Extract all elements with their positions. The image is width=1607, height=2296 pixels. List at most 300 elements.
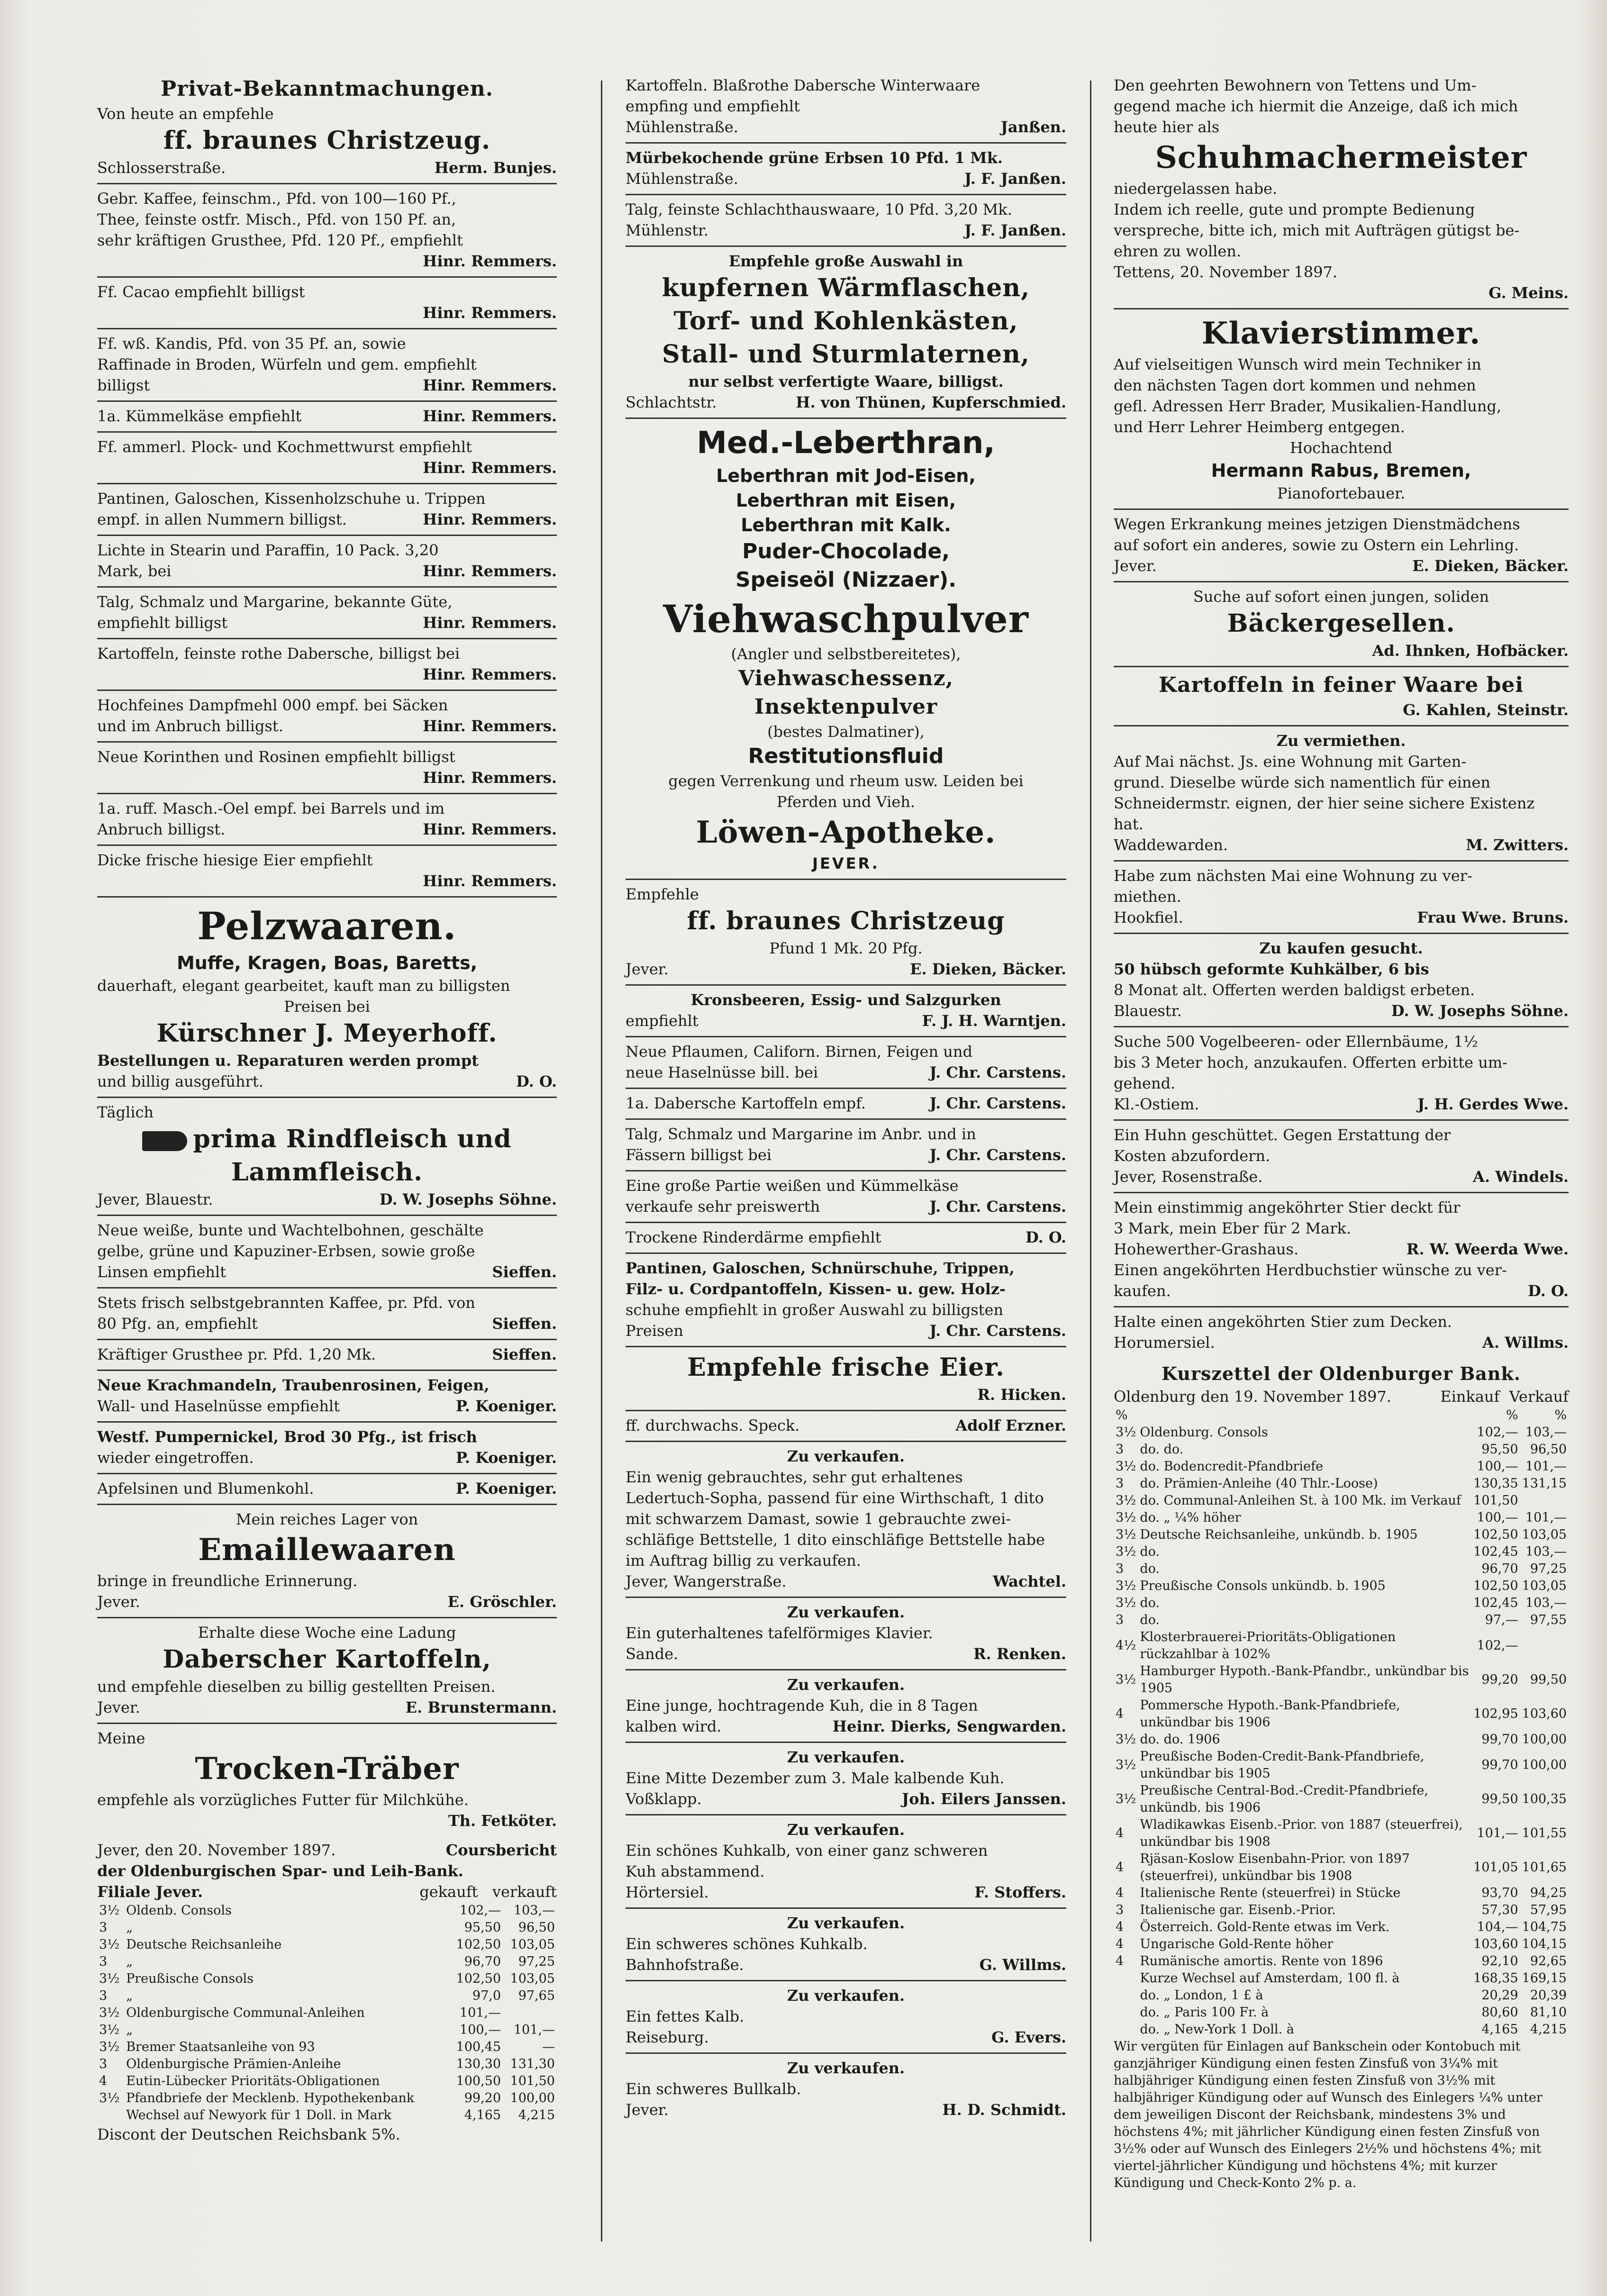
bank-subheading: der Oldenburgischen Spar- und Leih-Bank. bbox=[97, 1862, 463, 1880]
ad-text: Gebr. Kaffee, feinschm., Pfd. von 100—160 Pf., bbox=[97, 190, 456, 208]
ad-text: Indem ich reelle, gute und prompte Bedienung bbox=[1114, 200, 1475, 218]
ad-signature: Hinr. Remmers. bbox=[423, 665, 557, 683]
rate-row bbox=[97, 1919, 557, 1936]
ad-signature-row bbox=[1114, 907, 1569, 928]
sell-rate: 100,35 bbox=[1522, 1792, 1567, 1806]
rate-row bbox=[1114, 1578, 1569, 1595]
ad-line bbox=[97, 75, 557, 103]
ad-line bbox=[626, 812, 1066, 853]
buy-rate: 102,50 bbox=[1473, 1579, 1518, 1593]
advertisement bbox=[1114, 1307, 1569, 1358]
ad-line bbox=[626, 338, 1066, 371]
security-name: do. „ ¼% höher bbox=[1140, 1510, 1241, 1525]
ad-signature-row bbox=[626, 959, 1066, 980]
ad-location: Schlachtstr. bbox=[626, 393, 717, 411]
ad-signature: E. Gröschler. bbox=[447, 1593, 557, 1611]
ad-location: Anbruch billigst. bbox=[97, 820, 226, 838]
ad-signature-row bbox=[1114, 1280, 1569, 1301]
ad-location: kaufen. bbox=[1114, 1282, 1171, 1300]
ad-line bbox=[626, 884, 1066, 905]
ad-signature: J. F. Janßen. bbox=[964, 221, 1066, 239]
ad-signature: E. Dieken, Bäcker. bbox=[910, 960, 1066, 978]
rate-percent: 3½ bbox=[1116, 1672, 1136, 1687]
rate-row bbox=[1114, 1492, 1569, 1509]
buy-rate: 103,60 bbox=[1473, 1937, 1518, 1951]
advertisement bbox=[626, 880, 1066, 986]
ad-line bbox=[1114, 117, 1569, 137]
advertisement bbox=[1114, 309, 1569, 510]
security-name: Klosterbrauerei-Prioritäts-Obligationen rückzahlbar à 102% bbox=[1140, 1630, 1396, 1661]
advertisement bbox=[97, 691, 557, 743]
ad-line bbox=[97, 1749, 557, 1789]
ad-signature: Hinr. Remmers. bbox=[423, 820, 557, 838]
ad-signature-row bbox=[626, 1643, 1066, 1664]
rate-percent: 4 bbox=[1116, 1860, 1124, 1875]
buy-rate: 102,50 bbox=[456, 1971, 501, 1986]
ad-signature-row bbox=[1114, 1166, 1569, 1187]
ad-location: neue Haselnüsse bill. bei bbox=[626, 1063, 818, 1081]
ad-line bbox=[97, 1050, 557, 1071]
ad-text: Klavierstimmer. bbox=[1201, 316, 1481, 351]
ad-signature: Hinr. Remmers. bbox=[423, 614, 557, 632]
ad-signature: Ad. Ihnken, Hofbäcker. bbox=[1372, 642, 1569, 660]
buy-rate: 4,165 bbox=[464, 2108, 501, 2123]
ad-location: Bahnhofstraße. bbox=[626, 1956, 744, 1974]
ad-text: bringe in freundliche Erinnerung. bbox=[97, 1572, 358, 1590]
ad-line bbox=[1114, 586, 1569, 607]
ad-location: Mark, bei bbox=[97, 562, 172, 580]
ad-text: Thee, feinste ostfr. Misch., Pfd. von 150 Pf. an, bbox=[97, 210, 456, 228]
ad-text: nur selbst verfertigte Waare, billigst. bbox=[688, 372, 1004, 390]
ad-signature-row bbox=[97, 1697, 557, 1718]
rate-row bbox=[97, 2005, 557, 2022]
sell-rate bbox=[1520, 1629, 1569, 1663]
advertisement bbox=[1114, 726, 1569, 862]
rate-row bbox=[97, 2090, 557, 2107]
ad-location: Jever. bbox=[97, 1593, 140, 1611]
ad-location: empf. in allen Nummern billigst. bbox=[97, 510, 347, 528]
ad-line bbox=[97, 643, 557, 664]
ad-location: empfiehlt bbox=[626, 1012, 699, 1030]
ad-line bbox=[1114, 1145, 1569, 1166]
ad-signature-row bbox=[626, 1954, 1066, 1975]
buy-rate: 102,— bbox=[1477, 1638, 1518, 1653]
ad-line bbox=[626, 1529, 1066, 1550]
ad-line bbox=[97, 1789, 557, 1810]
ad-line bbox=[97, 996, 557, 1017]
rate-row bbox=[1114, 1475, 1569, 1492]
advertisement bbox=[1114, 71, 1569, 309]
ad-text: Ein guterhaltenes tafelförmiges Klavier. bbox=[626, 1624, 933, 1642]
buy-rate: 57,30 bbox=[1481, 1903, 1518, 1917]
security-name: Österreich. Gold-Rente etwas im Verk. bbox=[1140, 1920, 1390, 1934]
buy-rate: 99,20 bbox=[1481, 1672, 1518, 1687]
buy-rate: 102,50 bbox=[456, 1937, 501, 1952]
ad-line bbox=[626, 1351, 1066, 1384]
sell-rate: 57,95 bbox=[1530, 1903, 1567, 1917]
rate-percent: 3½ bbox=[1116, 1527, 1136, 1542]
ad-text: schuhe empfiehlt in großer Auswahl zu billigsten bbox=[626, 1301, 1004, 1319]
ad-location: Voßklapp. bbox=[626, 1790, 702, 1808]
ad-signature-row bbox=[626, 392, 1066, 413]
ad-line bbox=[626, 1258, 1066, 1279]
rate-row bbox=[1114, 1885, 1569, 1902]
security-name: do. „ Paris 100 Fr. à bbox=[1140, 2005, 1269, 2020]
ad-line bbox=[626, 2006, 1066, 2027]
ad-text: sehr kräftigen Grusthee, Pfd. 120 Pf., empfiehlt bbox=[97, 231, 463, 249]
advertisement bbox=[97, 639, 557, 691]
ad-signature: J. H. Gerdes Wwe. bbox=[1417, 1095, 1569, 1113]
advertisement bbox=[97, 1371, 557, 1423]
buy-rate: 104,— bbox=[1477, 1920, 1518, 1934]
ad-text: im Auftrag billig zu verkaufen. bbox=[626, 1552, 861, 1570]
ad-location: wieder eingetroffen. bbox=[97, 1449, 254, 1467]
sell-rate: 97,25 bbox=[1530, 1561, 1567, 1576]
ad-location: empfiehlt billigst bbox=[97, 614, 228, 632]
ad-location: Jever. bbox=[626, 2101, 669, 2119]
ad-location: Blauestr. bbox=[1114, 1002, 1182, 1020]
ad-text: Privat-Bekanntmachungen. bbox=[160, 77, 494, 101]
security-name: do. „ New-York 1 Doll. à bbox=[1140, 2022, 1294, 2037]
buy-rate: 99,50 bbox=[1481, 1792, 1518, 1806]
ad-line bbox=[626, 664, 1066, 693]
ad-line bbox=[1114, 1218, 1569, 1239]
ad-line bbox=[626, 2058, 1066, 2078]
ad-line bbox=[626, 905, 1066, 938]
ad-text: Kosten abzufordern. bbox=[1114, 1147, 1271, 1165]
ad-signature: J. Chr. Carstens. bbox=[929, 1094, 1066, 1112]
rate-percent: 3 bbox=[99, 2057, 108, 2071]
ad-signature-row bbox=[626, 117, 1066, 137]
ad-signature: Hinr. Remmers. bbox=[423, 717, 557, 735]
ad-text: Lammfleisch. bbox=[231, 1158, 423, 1187]
rate-row bbox=[1114, 1851, 1569, 1885]
ad-signature-row bbox=[626, 1571, 1066, 1592]
ad-text: den nächsten Tagen dort kommen und nehmen bbox=[1114, 376, 1476, 394]
security-name: Deutsche Reichsanleihe bbox=[126, 1937, 282, 1952]
rate-percent: 3½ bbox=[99, 2023, 120, 2037]
sell-rate: 101,55 bbox=[1522, 1826, 1567, 1841]
ad-location: Mühlenstraße. bbox=[626, 118, 738, 136]
ad-line bbox=[626, 1623, 1066, 1643]
ad-line bbox=[626, 1467, 1066, 1488]
sell-rate: 92,65 bbox=[1530, 1954, 1567, 1969]
ad-signature: M. Zwitters. bbox=[1466, 836, 1569, 854]
advertisement bbox=[626, 1743, 1066, 1815]
rate-percent: 4 bbox=[1116, 1954, 1124, 1969]
sell-rate: 100,00 bbox=[1522, 1758, 1567, 1772]
ad-text: Raffinade in Broden, Würfeln und gem. empfiehlt bbox=[97, 355, 477, 373]
rate-row bbox=[1114, 1441, 1569, 1458]
advertisement bbox=[626, 1909, 1066, 1981]
kurs-title: Kurszettel der Oldenburger Bank. bbox=[1162, 1363, 1521, 1384]
buy-rate: 130,30 bbox=[456, 2057, 501, 2071]
rate-row bbox=[1114, 1526, 1569, 1543]
ad-text: Empfehle frische Eier. bbox=[687, 1353, 1005, 1382]
ad-signature: D. O. bbox=[1025, 1228, 1066, 1246]
ad-text: Wegen Erkrankung meines jetzigen Dienstmädchens bbox=[1114, 515, 1520, 533]
rate-percent: 4 bbox=[1116, 1826, 1124, 1841]
rate-percent: 4 bbox=[1116, 1886, 1124, 1900]
ad-line bbox=[1114, 1125, 1569, 1145]
ad-signature-row bbox=[626, 168, 1066, 189]
ad-line bbox=[626, 272, 1066, 305]
ad-line bbox=[1114, 886, 1569, 907]
ad-signature-row bbox=[97, 612, 557, 633]
ad-line bbox=[97, 230, 557, 251]
ad-signature: P. Koeniger. bbox=[455, 1479, 557, 1497]
buy-rate: 96,70 bbox=[1481, 1561, 1518, 1576]
ad-text: Neue Krachmandeln, Traubenrosinen, Feigen, bbox=[97, 1376, 490, 1394]
ad-location: Linsen empfiehlt bbox=[97, 1263, 226, 1281]
security-name: „ bbox=[126, 1954, 133, 1969]
advertisement bbox=[626, 1089, 1066, 1120]
ad-line bbox=[1114, 220, 1569, 241]
ad-line bbox=[1114, 96, 1569, 117]
ad-location: Jever, Rosenstraße. bbox=[1114, 1168, 1263, 1186]
ad-text: 50 hübsch geformte Kuhkälber, 6 bis bbox=[1114, 960, 1429, 978]
ad-line bbox=[626, 199, 1066, 220]
ad-signature-row bbox=[626, 2027, 1066, 2048]
rate-percent bbox=[1114, 2021, 1138, 2038]
sell-rate: 104,15 bbox=[1522, 1937, 1567, 1951]
ad-line bbox=[626, 147, 1066, 168]
ad-text: Mein reiches Lager von bbox=[236, 1510, 418, 1528]
ad-line bbox=[626, 1840, 1066, 1861]
ad-line bbox=[626, 1175, 1066, 1196]
buy-rate: 101,— bbox=[1477, 1826, 1518, 1841]
ad-location: 1a. Kümmelkäse empfiehlt bbox=[97, 407, 302, 425]
advertisement bbox=[97, 1098, 557, 1216]
rate-row bbox=[97, 2073, 557, 2090]
rate-percent: 4 bbox=[99, 2074, 108, 2088]
ad-line bbox=[626, 513, 1066, 537]
buy-rate: 97,0 bbox=[472, 1988, 501, 2003]
ad-text: ff. braunes Christzeug bbox=[687, 907, 1005, 935]
ad-text: bis 3 Meter hoch, anzukaufen. Offerten erbitte um- bbox=[1114, 1053, 1507, 1071]
security-name: Rjäsan-Koslow Eisenbahn-Prior. von 1897 (steuerfrei), unkündbar bis 1908 bbox=[1140, 1851, 1410, 1883]
security-name: do. bbox=[1140, 1544, 1160, 1559]
ad-signature: R. Renken. bbox=[973, 1645, 1066, 1663]
ad-text: empfehle als vorzügliches Futter für Milchkühe. bbox=[97, 1791, 469, 1809]
advertisement bbox=[1114, 510, 1569, 582]
rate-row bbox=[1114, 1953, 1569, 1970]
rate-row bbox=[97, 2107, 557, 2124]
buy-rate: 101,— bbox=[459, 2006, 501, 2020]
ad-text: dauerhaft, elegant gearbeitet, kauft man zu billigsten bbox=[97, 977, 510, 995]
ad-line bbox=[1114, 730, 1569, 751]
ad-text: Auf vielseitigen Wunsch wird mein Techniker in bbox=[1114, 355, 1481, 373]
ad-signature: G. Meins. bbox=[1489, 284, 1569, 302]
ad-location: Reiseburg. bbox=[626, 2028, 709, 2046]
ad-signature: Heinr. Dierks, Sengwarden. bbox=[832, 1717, 1066, 1735]
ad-signature-row bbox=[97, 157, 557, 178]
ad-line bbox=[626, 1602, 1066, 1623]
sell-rate bbox=[503, 2005, 557, 2022]
ads-list-right bbox=[1114, 71, 1569, 1358]
ad-text: Eine junge, hochtragende Kuh, die in 8 Tagen bbox=[626, 1697, 978, 1715]
ads-list-middle bbox=[626, 71, 1066, 2125]
ad-text: Ein wenig gebrauchtes, sehr gut erhaltenes bbox=[626, 1468, 963, 1486]
ad-text: Kartoffeln. Blaßrothe Dabersche Winterwaare bbox=[626, 76, 981, 94]
advertisement bbox=[97, 1289, 557, 1340]
ad-location: Trockene Rinderdärme empfiehlt bbox=[626, 1228, 881, 1246]
ad-signature: J. F. Janßen. bbox=[964, 170, 1066, 188]
ad-location: kalben wird. bbox=[626, 1717, 722, 1735]
ad-location: Schlosserstraße. bbox=[97, 159, 226, 177]
ad-text: gegend mache ich hiermit die Anzeige, daß ich mich bbox=[1114, 97, 1518, 115]
security-name: Wechsel auf Newyork für 1 Doll. in Mark bbox=[126, 2108, 391, 2123]
sell-rate: 103,05 bbox=[510, 1937, 555, 1952]
ad-line bbox=[97, 1509, 557, 1530]
sell-rate: 96,50 bbox=[518, 1920, 555, 1935]
ad-signature-row bbox=[626, 1882, 1066, 1903]
rate-row bbox=[97, 1953, 557, 1970]
sell-rate: 100,00 bbox=[1522, 1732, 1567, 1747]
rate-percent: 3 bbox=[1116, 1476, 1124, 1491]
ad-line bbox=[1114, 514, 1569, 535]
ad-signature-row bbox=[626, 1227, 1066, 1248]
ad-text: Speiseöl (Nizzaer). bbox=[735, 568, 957, 592]
coursbericht-spar-leih-bank bbox=[97, 1836, 557, 2150]
ad-text: mit schwarzem Damast, sowie 1 gebrauchte zwei- bbox=[626, 1510, 1011, 1528]
ad-line bbox=[626, 463, 1066, 488]
rate-row bbox=[1114, 1816, 1569, 1851]
rate-percent bbox=[1114, 1970, 1138, 1987]
ad-line bbox=[626, 1861, 1066, 1882]
ad-location: und im Anbruch billigst. bbox=[97, 717, 283, 735]
ad-text: Viehwaschpulver bbox=[663, 597, 1029, 641]
security-name: Eutin-Lübecker Prioritäts-Obligationen bbox=[126, 2074, 380, 2088]
ad-signature-row bbox=[1114, 699, 1569, 720]
ad-location: Kl.-Ostiem. bbox=[1114, 1095, 1199, 1113]
ad-signature-row bbox=[626, 1010, 1066, 1031]
security-name: Hamburger Hypoth.-Bank-Pfandbr., unkündbar bis 1905 bbox=[1140, 1664, 1469, 1696]
ad-line bbox=[626, 1985, 1066, 2006]
ad-signature-row bbox=[97, 457, 557, 478]
advertisement bbox=[626, 247, 1066, 419]
ad-text: Ein Huhn geschüttet. Gegen Erstattung der bbox=[1114, 1126, 1451, 1144]
ad-line bbox=[97, 591, 557, 612]
ad-signature-row bbox=[97, 819, 557, 840]
ad-signature: Hinr. Remmers. bbox=[423, 769, 557, 787]
ad-line bbox=[626, 1041, 1066, 1062]
ad-line bbox=[97, 1622, 557, 1643]
rate-percent: 3½ bbox=[1116, 1732, 1136, 1747]
ad-signature-row bbox=[97, 1344, 557, 1365]
column-rule-left bbox=[601, 81, 602, 2242]
ad-text: Lichte in Stearin und Paraffin, 10 Pack. 3,20 bbox=[97, 541, 439, 559]
security-name: Pfandbriefe der Mecklenb. Hypothekenbank bbox=[126, 2091, 415, 2105]
bank-branch: Filiale Jever. bbox=[97, 1883, 203, 1901]
advertisement bbox=[626, 1815, 1066, 1909]
buy-rate: 102,95 bbox=[1473, 1706, 1518, 1721]
ad-signature-row bbox=[97, 1810, 557, 1831]
advertisement bbox=[1114, 862, 1569, 934]
buy-rate: 93,70 bbox=[1481, 1886, 1518, 1900]
ad-signature-row bbox=[97, 1071, 557, 1092]
ad-signature-row bbox=[626, 1384, 1066, 1405]
ad-line bbox=[97, 901, 557, 951]
ad-text: Emaillewaaren bbox=[198, 1532, 456, 1568]
ad-text: Viehwaschessenz, bbox=[738, 666, 953, 690]
ad-signature-row bbox=[626, 2099, 1066, 2120]
ad-line bbox=[97, 188, 557, 209]
advertisement bbox=[97, 1423, 557, 1474]
security-name: do. bbox=[1140, 1596, 1160, 1610]
ad-text: miethen. bbox=[1114, 888, 1181, 906]
ad-location: 1a. Dabersche Kartoffeln empf. bbox=[626, 1094, 866, 1112]
ad-line bbox=[97, 695, 557, 716]
advertisement bbox=[1114, 934, 1569, 1027]
ad-text: Ff. ammerl. Plock- und Kochmettwurst empfiehlt bbox=[97, 438, 472, 456]
buy-rate: 97,— bbox=[1485, 1613, 1518, 1627]
sell-rate: 20,39 bbox=[1530, 1988, 1567, 2003]
rate-row bbox=[1114, 1697, 1569, 1731]
ad-line bbox=[1114, 1052, 1569, 1073]
advertisement bbox=[97, 1216, 557, 1289]
kurs-col-buy: Einkauf bbox=[1440, 1388, 1500, 1406]
ad-text: Ein schweres Bullkalb. bbox=[626, 2080, 801, 2098]
ad-line bbox=[1114, 241, 1569, 262]
advertisement bbox=[97, 433, 557, 484]
ad-text: Eine große Partie weißen und Kümmelkäse bbox=[626, 1177, 959, 1195]
advertisement bbox=[626, 419, 1066, 880]
ad-text: und Herr Lehrer Heimberg entgegen. bbox=[1114, 418, 1405, 436]
ad-signature: H. von Thünen, Kupferschmied. bbox=[796, 393, 1066, 411]
buy-rate: 20,29 bbox=[1481, 1988, 1518, 2003]
ad-line bbox=[626, 2078, 1066, 2099]
sell-rate: — bbox=[542, 2040, 555, 2054]
security-name: Bremer Staatsanleihe von 93 bbox=[126, 2040, 315, 2054]
ad-line bbox=[97, 1570, 557, 1591]
ad-signature-row bbox=[97, 1313, 557, 1334]
ad-text: gefl. Adressen Herr Brader, Musikalien-Handlung, bbox=[1114, 397, 1502, 415]
ad-signature: F. Stoffers. bbox=[974, 1883, 1066, 1901]
ad-text: Talg, Schmalz und Margarine im Anbr. und in bbox=[626, 1125, 976, 1143]
ad-text: Zu verkaufen. bbox=[787, 1821, 905, 1839]
advertisement bbox=[97, 1340, 557, 1371]
ad-text: Pelzwaaren. bbox=[197, 904, 457, 948]
ad-text: Den geehrten Bewohnern von Tettens und Um- bbox=[1114, 76, 1477, 94]
sell-rate: 104,75 bbox=[1522, 1920, 1567, 1934]
ad-signature-row bbox=[626, 1788, 1066, 1809]
advertisement bbox=[97, 794, 557, 846]
ad-signature-row bbox=[97, 1396, 557, 1416]
ad-signature: J. Chr. Carstens. bbox=[929, 1198, 1066, 1216]
ad-line bbox=[626, 1819, 1066, 1840]
ad-location: Mühlenstr. bbox=[626, 221, 708, 239]
ad-line bbox=[626, 771, 1066, 791]
ad-signature-row bbox=[1114, 1239, 1569, 1260]
ad-signature: Joh. Eilers Janssen. bbox=[901, 1790, 1066, 1808]
ad-line bbox=[1114, 959, 1569, 980]
ad-line bbox=[1114, 751, 1569, 772]
rate-percent: 3 bbox=[1116, 1903, 1124, 1917]
ad-line bbox=[626, 938, 1066, 959]
security-name: „ bbox=[126, 2023, 133, 2037]
sell-rate: 131,30 bbox=[510, 2057, 555, 2071]
ad-text: Einen angeköhrten Herdbuchstier wünsche zu ver- bbox=[1114, 1261, 1507, 1279]
security-name: Preußische Consols unkündb. b. 1905 bbox=[1140, 1579, 1386, 1593]
rate-percent: 3 bbox=[99, 1954, 108, 1969]
ad-signature-row bbox=[97, 375, 557, 396]
buy-rate: 102,45 bbox=[1473, 1596, 1518, 1610]
ad-line bbox=[626, 96, 1066, 117]
ad-text: heute hier als bbox=[1114, 118, 1220, 136]
ad-line bbox=[626, 1508, 1066, 1529]
sell-rate: 96,50 bbox=[1530, 1442, 1567, 1457]
